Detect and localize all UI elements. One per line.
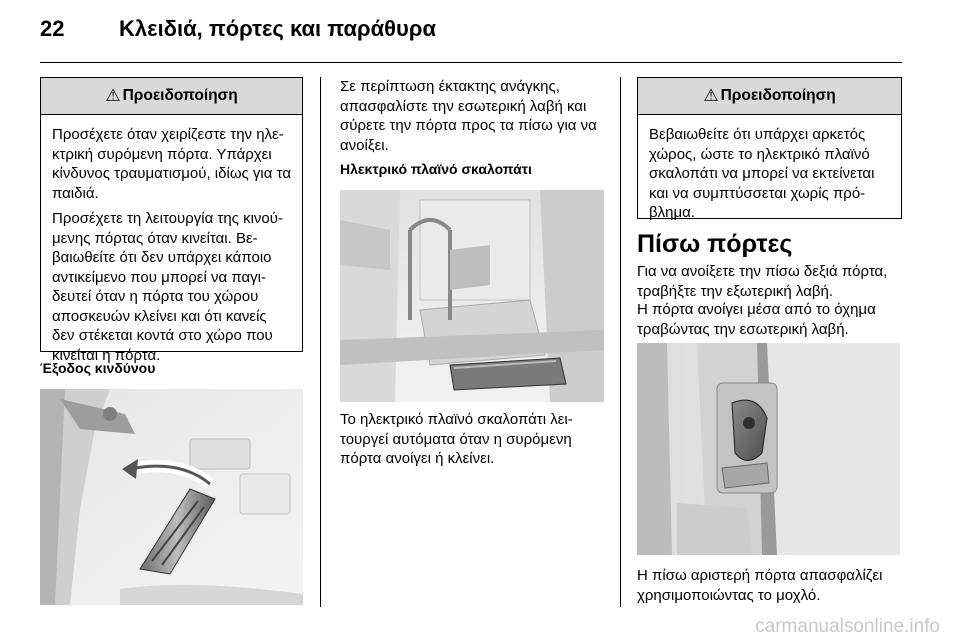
- warning-triangle-icon: ⚠: [105, 86, 121, 105]
- warning-triangle-icon: ⚠: [703, 86, 719, 105]
- emergency-intro-text: Σε περίπτωση έκτακτης ανάγκης, απασφαλίστε την εσωτερική λαβή και σύρετε την πόρτα προς τα πίσω για να ανοίξει.: [340, 78, 597, 154]
- watermark: carmanualsonline.info: [755, 616, 940, 637]
- warning-paragraph-2: Προσέχετε τη λειτουργία της κινού-μενης πόρτας όταν κινείται. Βε-βαιωθείτε ότι δεν υπάρχει κάποιο αντικείμενο που μπορεί να παγι-δευτεί όταν η πόρτα του χώρου αποσκευών κλείνει και ότι κανείς δεν στέκεται κοντά στο χώρο που κινείται η πόρτα.: [52, 210, 283, 364]
- header-rule: [40, 62, 902, 63]
- warning-heading-right-label: Προειδοποίηση: [720, 87, 836, 104]
- column-divider-right: [620, 77, 621, 607]
- warning-body: [41, 115, 302, 377]
- warning-box-left: [40, 77, 303, 364]
- warning-body-right: [638, 115, 901, 235]
- side-step-photo: [340, 190, 604, 402]
- warning-heading: [41, 78, 302, 115]
- rear-door-lever-photo: [637, 343, 900, 555]
- rear-doors-heading: Πίσω πόρτες: [637, 230, 793, 258]
- rear-doors-text-1: Για να ανοίξετε την πίσω δεξιά πόρτα, τραβήξτε την εξωτερική λαβή.: [637, 263, 888, 300]
- warning-heading-right: [638, 78, 901, 115]
- page-title: Κλειδιά, πόρτες και παράθυρα: [119, 16, 436, 41]
- column-divider-left: [320, 77, 321, 607]
- warning-box-right: [637, 77, 902, 219]
- page-number: 22: [40, 16, 65, 41]
- side-step-heading: Ηλεκτρικό πλαϊνό σκαλοπάτι: [340, 161, 532, 177]
- side-step-text: Το ηλεκτρικό πλαϊνό σκαλοπάτι λει-τουργεί αυτόματα όταν η συρόμενη πόρτα ανοίγει ή κλείνει.: [340, 411, 573, 467]
- rear-doors-text-2: Η πόρτα ανοίγει μέσα από το όχημα τραβώντας την εσωτερική λαβή.: [637, 301, 876, 338]
- warning-paragraph-1: Προσέχετε όταν χειρίζεστε την ηλε-κτρική συρόμενη πόρτα. Υπάρχει κίνδυνος τραυματισμού, ιδίως για τα παιδιά.: [52, 126, 291, 202]
- warning-heading-label: Προειδοποίηση: [122, 87, 238, 104]
- emergency-exit-photo: [40, 389, 303, 605]
- rear-doors-text-3: Η πίσω αριστερή πόρτα απασφαλίζει χρησιμοποιώντας το μοχλό.: [637, 567, 883, 604]
- warning-right-paragraph: Βεβαιωθείτε ότι υπάρχει αρκετός χώρος, ώστε το ηλεκτρικό πλαϊνό σκαλοπάτι να μπορεί να εκτείνεται και να συμπτύσσεται χωρίς πρό-βλημα.: [649, 126, 875, 221]
- emergency-exit-heading: Έξοδος κινδύνου: [40, 360, 156, 376]
